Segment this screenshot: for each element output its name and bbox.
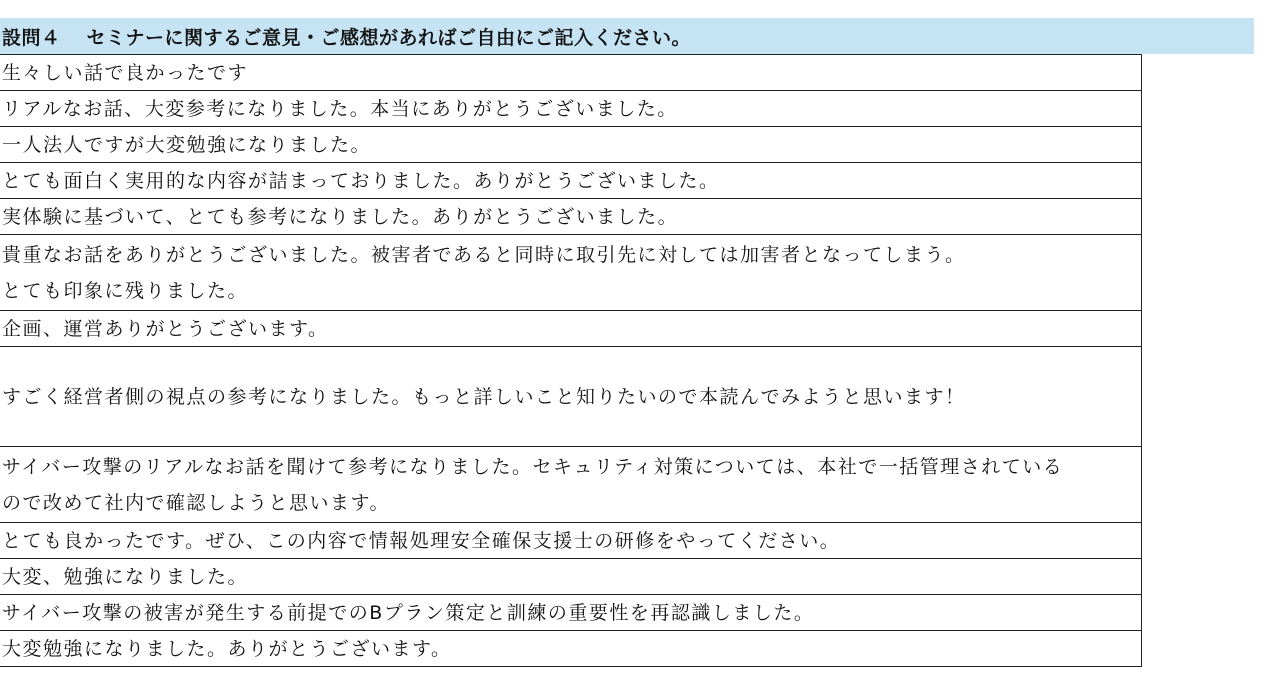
response-row bbox=[0, 199, 1141, 235]
response-text: 一人法人ですが大変勉強になりました。 bbox=[2, 134, 372, 156]
response-text: とても良かったです。ぜひ、この内容で情報処理安全確保支援士の研修をやってください。 bbox=[2, 530, 841, 552]
response-row bbox=[0, 235, 1141, 311]
question-text: セミナーに関するご意見・ご感想があればご自由にご記入ください。 bbox=[86, 26, 692, 49]
response-text: 貴重なお話をありがとうございました。被害者であると同時に取引先に対しては加害者となってしまう。 bbox=[2, 243, 966, 266]
response-row bbox=[0, 595, 1141, 631]
response-row bbox=[0, 127, 1141, 163]
responses-table bbox=[0, 54, 1142, 667]
response-text: すごく経営者側の視点の参考になりました。もっと詳しいこと知りたいので本読んでみようと思います！ bbox=[2, 385, 966, 408]
response-row bbox=[0, 163, 1141, 199]
response-row bbox=[0, 523, 1141, 559]
response-text: 生々しい話で良かったです bbox=[2, 62, 249, 84]
question-number: 設問４ bbox=[2, 26, 61, 49]
response-text: 大変、勉強になりました。 bbox=[2, 566, 249, 588]
response-row bbox=[0, 55, 1141, 91]
response-row bbox=[0, 559, 1141, 595]
response-row bbox=[0, 311, 1141, 347]
response-row bbox=[0, 631, 1141, 667]
response-row bbox=[0, 347, 1141, 447]
response-text: サイバー攻撃の被害が発生する前提でのBプラン策定と訓練の重要性を再認識しました。 bbox=[2, 602, 815, 624]
response-text: サイバー攻撃のリアルなお話を聞けて参考になりました。セキュリティ対策については、本社で一括管理されている bbox=[2, 455, 1064, 478]
response-text: 企画、運営ありがとうございます。 bbox=[2, 318, 329, 340]
response-text: とても面白く実用的な内容が詰まっておりました。ありがとうございました。 bbox=[2, 170, 720, 192]
response-text: 実体験に基づいて、とても参考になりました。ありがとうございました。 bbox=[2, 206, 679, 228]
response-text-continued: とても印象に残りました。 bbox=[2, 279, 249, 302]
question-header bbox=[0, 18, 1254, 54]
response-row bbox=[0, 447, 1141, 523]
response-text-continued: ので改めて社内で確認しようと思います。 bbox=[2, 491, 390, 514]
response-text: リアルなお話、大変参考になりました。本当にありがとうございました。 bbox=[2, 98, 678, 120]
response-text: 大変勉強になりました。ありがとうございます。 bbox=[2, 638, 452, 660]
response-row bbox=[0, 91, 1141, 127]
